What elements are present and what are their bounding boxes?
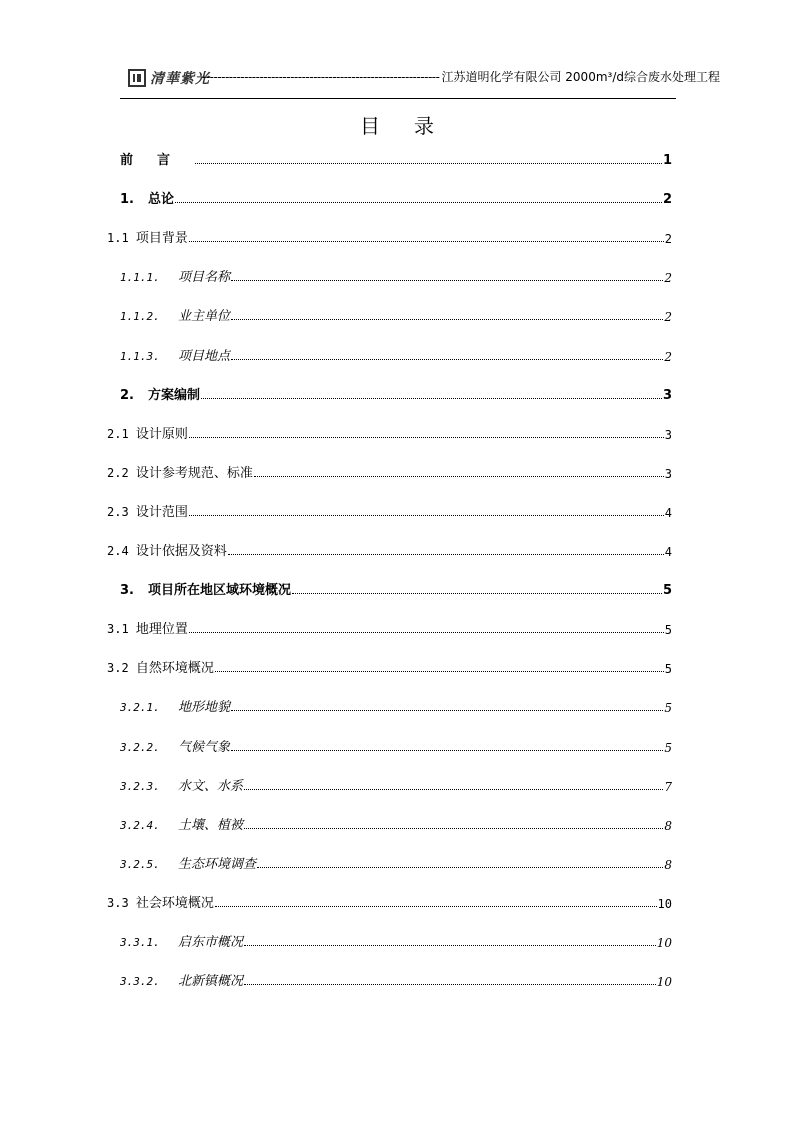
toc-entry-page: 2 <box>664 232 672 247</box>
toc-entry-text: 北新镇概况 <box>178 974 244 990</box>
toc-entry[interactable] <box>107 424 672 442</box>
toc-entry-text: 生态环境调查 <box>178 856 257 872</box>
toc-entry-number: 3.2.3. <box>120 779 160 793</box>
toc-entry-number: 1.1.3. <box>120 349 160 363</box>
toc-entry-number: 3.3.2. <box>120 975 160 989</box>
toc-dot-leader <box>254 476 664 477</box>
toc-entry-text: 启东市概况 <box>178 935 244 950</box>
toc-entry[interactable] <box>120 971 672 989</box>
toc-entry[interactable] <box>120 385 672 403</box>
page-header <box>120 64 720 99</box>
toc-entry[interactable] <box>120 697 672 715</box>
toc-entry-text: 土壤、植被 <box>178 817 244 833</box>
toc-entry[interactable] <box>107 658 672 676</box>
toc-entry-number: 3.2.5. <box>120 857 160 871</box>
toc-entry-number: 3.3 <box>107 895 129 910</box>
toc-entry[interactable] <box>120 932 672 950</box>
toc-entry-page: 10 <box>656 936 672 950</box>
toc-dot-leader <box>175 202 662 203</box>
header-title-line <box>202 68 720 85</box>
toc-entry-label <box>120 266 230 285</box>
toc-entry-page: 10 <box>656 975 672 990</box>
toc-entry[interactable] <box>120 267 672 285</box>
header-dashes: -------------------------------------------------------------- <box>202 70 440 84</box>
toc-entry-page: 5 <box>662 583 672 599</box>
toc-dot-leader <box>215 906 657 907</box>
toc-entry-number: 1.1 <box>107 231 129 246</box>
toc-entry-label <box>120 305 230 324</box>
toc-entry-page: 2 <box>664 349 672 364</box>
toc-dot-leader <box>244 828 663 829</box>
toc-entry-label <box>120 970 243 989</box>
toc-entry-page: 2 <box>662 192 672 208</box>
toc-entry[interactable] <box>107 893 672 911</box>
logo-text: 清華紫光 <box>150 71 210 87</box>
toc-entry-number: 2.1 <box>107 426 129 441</box>
toc-entry[interactable] <box>120 150 672 168</box>
toc-entry-number: 1.1.1. <box>120 271 160 285</box>
toc-entry[interactable] <box>120 306 672 324</box>
toc-entry[interactable] <box>107 619 672 637</box>
toc-entry[interactable] <box>120 346 672 364</box>
toc-entry[interactable] <box>120 815 672 833</box>
toc-dot-leader <box>257 867 663 868</box>
toc-entry-text: 社会环境概况 <box>135 895 214 911</box>
toc-dot-leader <box>231 319 663 320</box>
toc-entry-text: 项目背景 <box>135 231 188 247</box>
toc-dot-leader <box>244 789 663 790</box>
toc-entry-label <box>120 149 194 168</box>
toc-entry-text: 地形地貌 <box>178 700 231 716</box>
toc-entry-number: 3.2.4. <box>120 818 160 832</box>
toc-entry-page: 1 <box>662 153 672 168</box>
toc-entry-text: 项目地点 <box>178 348 231 364</box>
toc-entry[interactable] <box>107 541 672 559</box>
toc-entry[interactable] <box>120 580 672 598</box>
toc-entry-number: 3. <box>120 583 134 599</box>
toc-entry-label <box>120 775 243 794</box>
toc-entry-number: 3.2.2. <box>120 740 160 754</box>
toc-dot-leader <box>231 710 663 711</box>
toc-entry-page: 8 <box>664 857 672 872</box>
toc-entry-number: 3.2 <box>107 661 129 676</box>
toc-entry-text: 前言 <box>120 153 195 168</box>
toc-entry-number: 3.2.1. <box>120 701 160 715</box>
toc-entry-page: 5 <box>664 662 672 677</box>
toc-entry-text: 设计原则 <box>135 426 188 442</box>
toc-entry-page: 4 <box>664 545 672 559</box>
toc-dot-leader <box>244 945 656 946</box>
toc-entry-page: 4 <box>664 505 672 520</box>
toc-dot-leader <box>189 241 664 242</box>
toc-dot-leader <box>244 984 656 985</box>
toc-title: 目录 <box>360 114 468 138</box>
toc-entry-page: 5 <box>664 740 672 755</box>
toc-entry[interactable] <box>120 854 672 872</box>
logo <box>128 66 210 90</box>
toc-entry-label <box>107 892 214 911</box>
toc-entry-text: 水文、水系 <box>178 778 244 794</box>
toc-entry-label <box>120 931 243 950</box>
toc-dot-leader <box>201 398 662 399</box>
toc-entry-page: 2 <box>664 271 672 286</box>
toc-entry-text: 地理位置 <box>135 622 188 638</box>
toc-dot-leader <box>292 593 662 594</box>
toc-entry-number: 1.1.2. <box>120 310 160 324</box>
toc-entry-text: 总论 <box>148 192 175 208</box>
toc-entry-number: 2.4 <box>107 544 129 558</box>
toc-dot-leader <box>228 554 664 555</box>
toc-entry-label <box>120 853 256 872</box>
toc-entry-label <box>120 384 200 403</box>
toc-entry-label <box>107 657 214 676</box>
toc-dot-leader <box>231 750 663 751</box>
toc-entry-text: 项目名称 <box>178 270 231 286</box>
toc-entry-label <box>120 345 230 364</box>
toc-entry-number: 3.1 <box>107 622 129 637</box>
toc-dot-leader <box>189 515 664 516</box>
toc-entry-page: 3 <box>664 427 672 442</box>
toc-entry-text: 气候气象 <box>178 739 231 755</box>
toc-entry[interactable] <box>107 228 672 246</box>
toc-entry[interactable] <box>120 776 672 794</box>
toc-entry-text: 自然环境概况 <box>135 661 214 677</box>
toc-entry-label <box>120 814 243 833</box>
toc-entry-label <box>120 696 230 715</box>
toc-entry-number: 1. <box>120 192 134 208</box>
toc-entry-text: 项目所在地区域环境概况 <box>148 583 292 599</box>
toc-entry-text: 方案编制 <box>148 387 201 403</box>
toc-entry-page: 5 <box>664 701 672 716</box>
toc-entry-page: 2 <box>664 310 672 325</box>
toc-entry-page: 5 <box>664 623 672 638</box>
toc-entry-text: 设计依据及资料 <box>135 544 227 559</box>
toc-entry[interactable] <box>120 189 672 207</box>
toc-dot-leader <box>189 632 664 633</box>
toc-entry-page: 3 <box>662 387 672 403</box>
toc-entry-label <box>107 501 188 520</box>
toc-entry[interactable] <box>107 502 672 520</box>
header-title: 江苏道明化学有限公司 2000m³/d综合废水处理工程 <box>441 70 720 84</box>
toc-entry-page: 10 <box>657 896 672 911</box>
toc-entry-label <box>120 188 174 207</box>
toc-entry-number: 3.3.1. <box>120 936 160 949</box>
toc-dot-leader <box>195 163 662 164</box>
toc-entry-text: 设计参考规范、标准 <box>135 465 253 481</box>
toc-entry-label <box>107 618 188 637</box>
toc-entry-text: 设计范围 <box>135 504 188 520</box>
toc-entry-label <box>107 423 188 442</box>
toc-entry-page: 3 <box>664 466 672 481</box>
toc-entry-page: 8 <box>664 818 672 833</box>
logo-mark-icon <box>128 69 146 87</box>
toc-entry-label <box>107 462 253 481</box>
toc-dot-leader <box>215 671 664 672</box>
toc-entry-number: 2.2 <box>107 465 129 480</box>
toc-entry-label <box>107 540 227 559</box>
toc-entry[interactable] <box>120 737 672 755</box>
toc-entry-label <box>120 736 230 755</box>
toc-dot-leader <box>231 359 663 360</box>
toc-entry-number: 2. <box>120 387 134 403</box>
toc-entry-label <box>107 227 188 246</box>
toc-entry-number: 2.3 <box>107 504 129 519</box>
toc-dot-leader <box>189 437 664 438</box>
toc-entry[interactable] <box>107 463 672 481</box>
toc-entry-text: 业主单位 <box>178 309 231 325</box>
toc-dot-leader <box>231 280 663 281</box>
toc-entry-label <box>120 579 291 598</box>
toc-entry-page: 7 <box>664 779 672 794</box>
